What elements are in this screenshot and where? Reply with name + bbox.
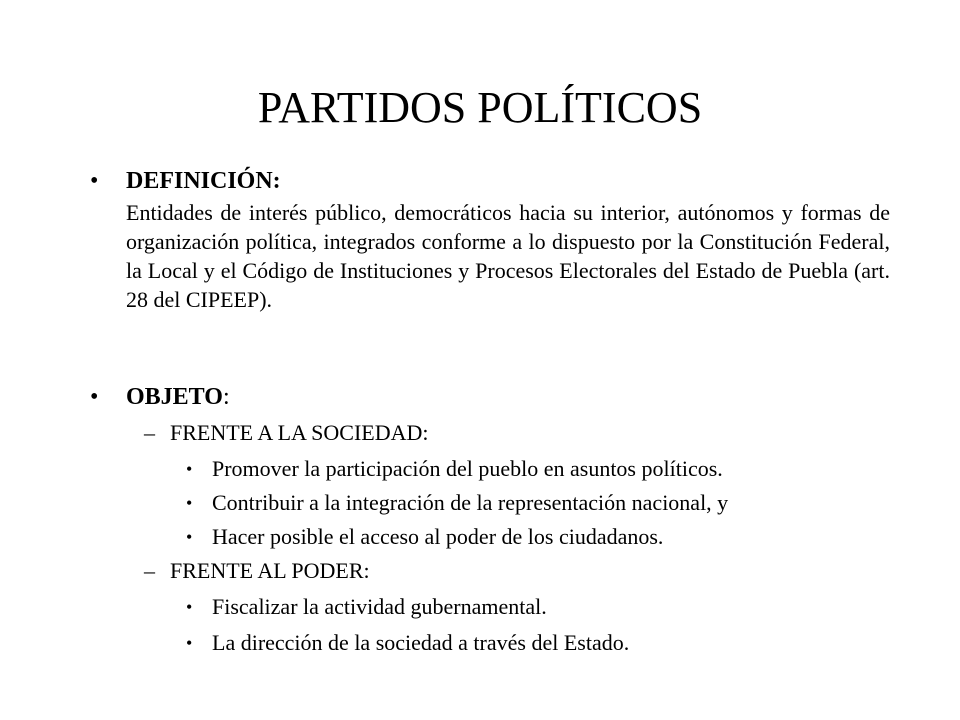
bullet-icon: • — [186, 527, 193, 547]
list-item-text: La dirección de la sociedad a través del Estado. — [212, 630, 630, 655]
bullet-icon: • — [186, 633, 193, 653]
group-heading-label: FRENTE A LA SOCIEDAD: — [170, 420, 429, 445]
bullet-icon: • — [186, 597, 193, 617]
objeto-colon: : — [222, 384, 230, 410]
bullet-icon: • — [186, 493, 193, 513]
definicion-label: DEFINICIÓN: — [126, 168, 281, 194]
list-item-text: Fiscalizar la actividad gubernamental. — [212, 594, 547, 619]
list-item-text: Contribuir a la integración de la representación nacional, y — [212, 490, 729, 515]
objeto-label — [126, 382, 230, 412]
list-item-text: Hacer posible el acceso al poder de los ciudadanos. — [212, 524, 664, 549]
slide-title: PARTIDOS POLÍTICOS — [257, 83, 703, 132]
definicion-text: Entidades de interés público, democráticos hacia su interior, autónomos y formas de organización política, integrados conforme a lo dispuesto por la Constitución Federal, la Local y el Código de Instituciones y Procesos Electorales del Estado de Puebla (art. 28 del CIPEEP). — [126, 200, 890, 312]
bullet-icon: • — [90, 384, 99, 410]
objeto-label-text: OBJETO — [126, 384, 223, 410]
dash-icon: – — [144, 558, 155, 583]
group-heading-label: FRENTE AL PODER: — [170, 558, 370, 583]
list-item-text: Promover la participación del pueblo en asuntos políticos. — [212, 456, 723, 481]
bullet-icon: • — [186, 459, 193, 479]
dash-icon: – — [144, 420, 155, 445]
bullet-icon: • — [90, 168, 99, 194]
